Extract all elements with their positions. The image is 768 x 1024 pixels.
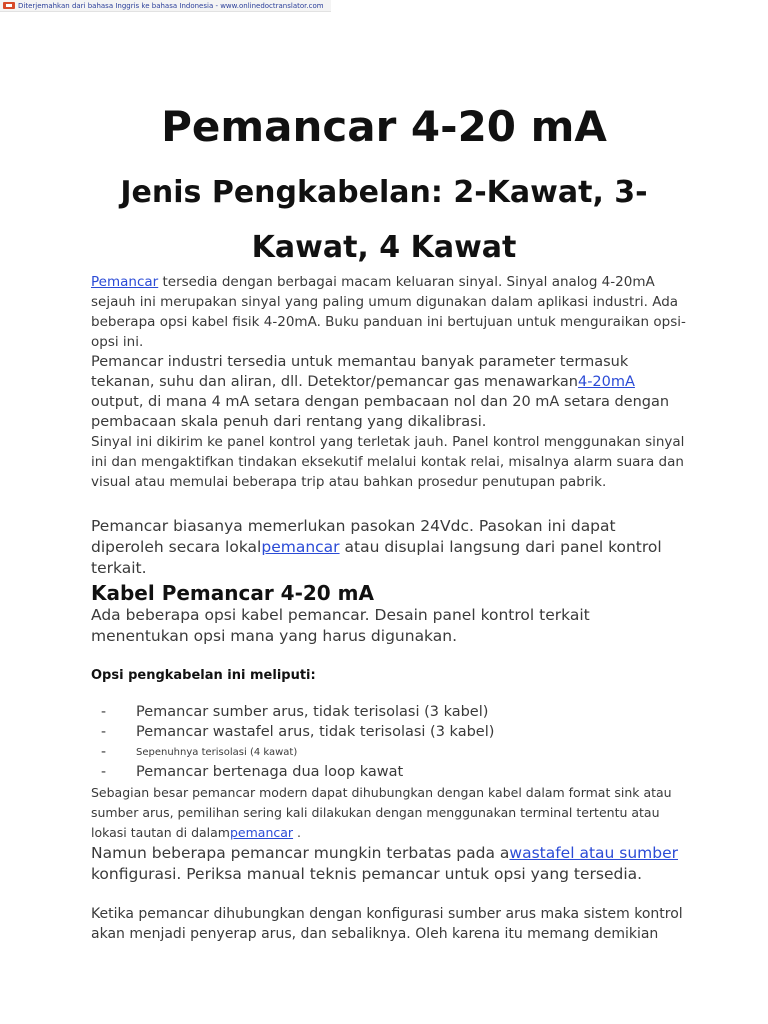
- list-item: - Pemancar sumber arus, tidak terisolasi (3 kabel): [91, 702, 691, 722]
- configuration-paragraph: Namun beberapa pemancar mungkin terbatas pada awastafel atau sumber konfigurasi. Periksa manual teknis pemancar untuk opsi yang tersedia.: [91, 844, 679, 883]
- modern-transmitter-paragraph: Sebagian besar pemancar modern dapat dihubungkan dengan kabel dalam format sink atau sumber arus, pemilihan sering kali dilakukan dengan menggunakan terminal tertentu atau lokasi tautan di dalampemancar .: [91, 785, 672, 840]
- translator-logo-icon: [3, 2, 15, 9]
- page-title: Pemancar 4-20 mA: [161, 102, 607, 151]
- banner-text: Diterjemahkan dari bahasa Inggris ke bahasa Indonesia - www.onlinedoctranslator.com: [18, 1, 324, 10]
- pemancar-link-3[interactable]: pemancar: [229, 825, 294, 840]
- wiring-options-list: [91, 702, 691, 782]
- industrial-paragraph: Pemancar industri tersedia untuk memantau banyak parameter termasuk tekanan, suhu dan aliran, dll. Detektor/pemancar gas menawarkan4-20mA output, di mana 4 mA setara dengan pembacaan nol dan 20 mA setara dengan pembacaan skala penuh dari rentang yang dikalibrasi.: [91, 354, 670, 430]
- bullet-dash: -: [101, 744, 107, 760]
- section-heading-kabel: Kabel Pemancar 4-20 mA: [91, 581, 374, 605]
- bullet-dash: -: [101, 724, 107, 740]
- translation-banner: [0, 0, 331, 12]
- pemancar-link-2[interactable]: pemancar: [261, 538, 340, 556]
- intro-paragraph: Pemancar tersedia dengan berbagai macam keluaran sinyal. Sinyal analog 4-20mA sejauh ini merupakan sinyal yang paling umum digunakan dalam aplikasi industri. Ada beberapa opsi kabel fisik 4-20mA. Buku panduan ini bertujuan untuk menguraikan opsi-opsi ini.: [91, 274, 686, 350]
- source-config-paragraph: Ketika pemancar dihubungkan dengan konfigurasi sumber arus maka sistem kontrol akan menjadi penyerap arus, dan sebaliknya. Oleh karena itu memang demikian: [91, 906, 683, 942]
- options-intro-paragraph: Ada beberapa opsi kabel pemancar. Desain panel kontrol terkait menentukan opsi mana yang harus digunakan.: [91, 606, 590, 645]
- supply-paragraph: Pemancar biasanya memerlukan pasokan 24Vdc. Pasokan ini dapat diperoleh secara lokalpemancar atau disuplai langsung dari panel kontrol terkait.: [91, 517, 662, 577]
- bullet-dash: -: [101, 764, 107, 780]
- 4-20ma-link[interactable]: 4-20mA: [577, 374, 635, 390]
- options-heading: Opsi pengkabelan ini meliputi:: [91, 668, 316, 683]
- signal-paragraph: Sinyal ini dikirim ke panel kontrol yang terletak jauh. Panel kontrol menggunakan sinyal ini dan mengaktifkan tindakan eksekutif melalui kontak relai, misalnya alarm suara dan visual atau memulai beberapa trip atau bahkan prosedur penutupan pabrik.: [91, 434, 685, 490]
- page-subtitle: Jenis Pengkabelan: 2-Kawat, 3-Kawat, 4 Kawat: [120, 175, 648, 265]
- list-item: - Pemancar wastafel arus, tidak terisolasi (3 kabel): [91, 722, 691, 742]
- list-item: - Sepenuhnya terisolasi (4 kawat): [91, 742, 691, 762]
- bullet-dash: -: [101, 704, 107, 720]
- pemancar-link[interactable]: Pemancar: [91, 274, 159, 290]
- sink-source-link[interactable]: wastafel atau sumber: [509, 844, 679, 862]
- document-body: [91, 272, 691, 944]
- list-item: - Pemancar bertenaga dua loop kawat: [91, 762, 691, 782]
